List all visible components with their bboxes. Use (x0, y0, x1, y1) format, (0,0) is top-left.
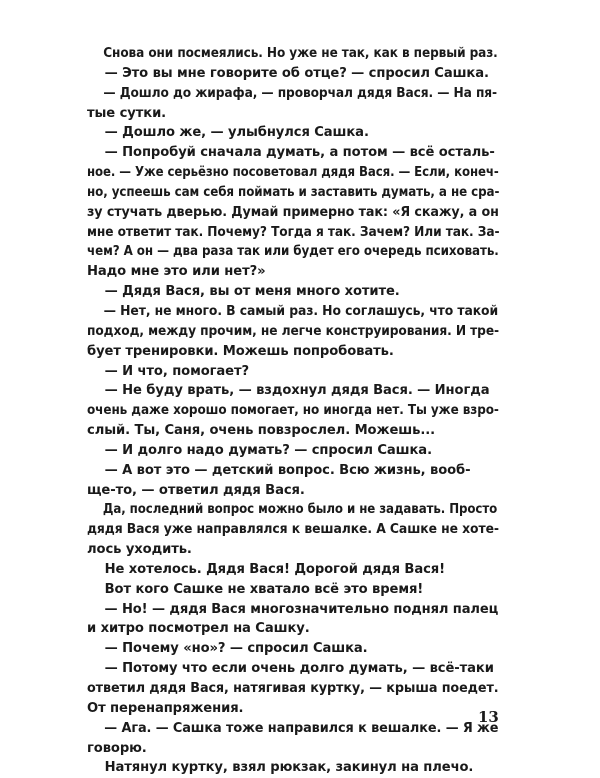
text-line: — Ага. — Сашка тоже направился к вешалке. — Я же (104, 720, 499, 736)
text-line: и хитро посмотрел на Сашку. (87, 621, 310, 637)
text-line: Снова они посмеялись. Но уже не так, как в первый раз. (103, 46, 498, 61)
text-line: слый. Ты, Саня, очень повзрослел. Можешь... (87, 423, 435, 439)
text-line: Вот кого Сашке не хватало всё это время! (104, 581, 424, 597)
text-line: зу стучать дверью. Думай примерно так: «Я скажу, а он (87, 204, 499, 220)
text-line: но, успеешь сам себя поймать и заставить думать, а не сра- (87, 184, 500, 200)
text-line: ное. — Уже серьёзно посоветовал дядя Вася. — Если, конеч- (87, 165, 499, 181)
text-line: Да, последний вопрос можно было и не задавать. Просто (102, 502, 498, 518)
text-line: мне ответит так. Почему? Тогда я так. Зачем? Или так. За- (87, 224, 500, 240)
text-line: — Нет, не много. В самый раз. Но соглашусь, что такой (103, 303, 499, 319)
page-body (87, 44, 507, 778)
text-line: — Потому что если очень долго думать, — всё-таки (104, 661, 494, 677)
text-line: ще-то, — ответил дядя Вася. (87, 482, 305, 498)
text-line: — И долго надо думать? — спросил Сашка. (104, 442, 432, 458)
text-line: — А вот это — детский вопрос. Всю жизнь, вооб- (104, 462, 471, 478)
text-line: чем? А он — два раза так или будет его очередь психовать. (87, 244, 499, 260)
text-line: дядя Вася уже направлялся к вешалке. А Сашке не хоте- (87, 522, 499, 538)
text-line: Надо мне это или нет?» (87, 264, 266, 280)
text-line: — И что, помогает? (104, 363, 249, 379)
text-line: — Это вы мне говорите об отце? — спросил Сашка. (104, 65, 489, 81)
text-line: — Не буду врать, — вздохнул дядя Вася. — Иногда (104, 383, 490, 399)
text-line: Натянул куртку, взял рюкзак, закинул на плечо. (104, 760, 474, 776)
text-line: говорю. (87, 740, 147, 756)
text-line: — Попробуй сначала думать, а потом — всё осталь- (104, 145, 495, 161)
text-line: бует тренировки. Можешь попробовать. (87, 343, 394, 359)
text-line: тые сутки. (87, 105, 167, 121)
text-line: — Почему «но»? — спросил Сашка. (104, 641, 368, 657)
text-line: От перенапряжения. (87, 700, 244, 716)
text-line: ответил дядя Вася, натягивая куртку, — крыша поедет. (87, 681, 499, 696)
text-line: лось уходить. (87, 542, 192, 558)
text-line: — Но! — дядя Вася многозначительно поднял палец (104, 601, 499, 617)
text-line: — Дядя Вася, вы от меня много хотите. (104, 284, 400, 300)
text-line: Не хотелось. Дядя Вася! Дорогой дядя Вася! (104, 561, 445, 577)
text-line: — Дошло же, — улыбнулся Сашка. (104, 125, 369, 141)
text-line: — Дошло до жирафа, — проворчал дядя Вася. — На пя- (103, 85, 498, 101)
text-line: подход, между прочим, не легче конструирования. И тре- (87, 323, 500, 339)
page-number: 13 (478, 708, 499, 726)
text-line: очень даже хорошо помогает, но иногда нет. Ты уже взро- (87, 403, 499, 419)
